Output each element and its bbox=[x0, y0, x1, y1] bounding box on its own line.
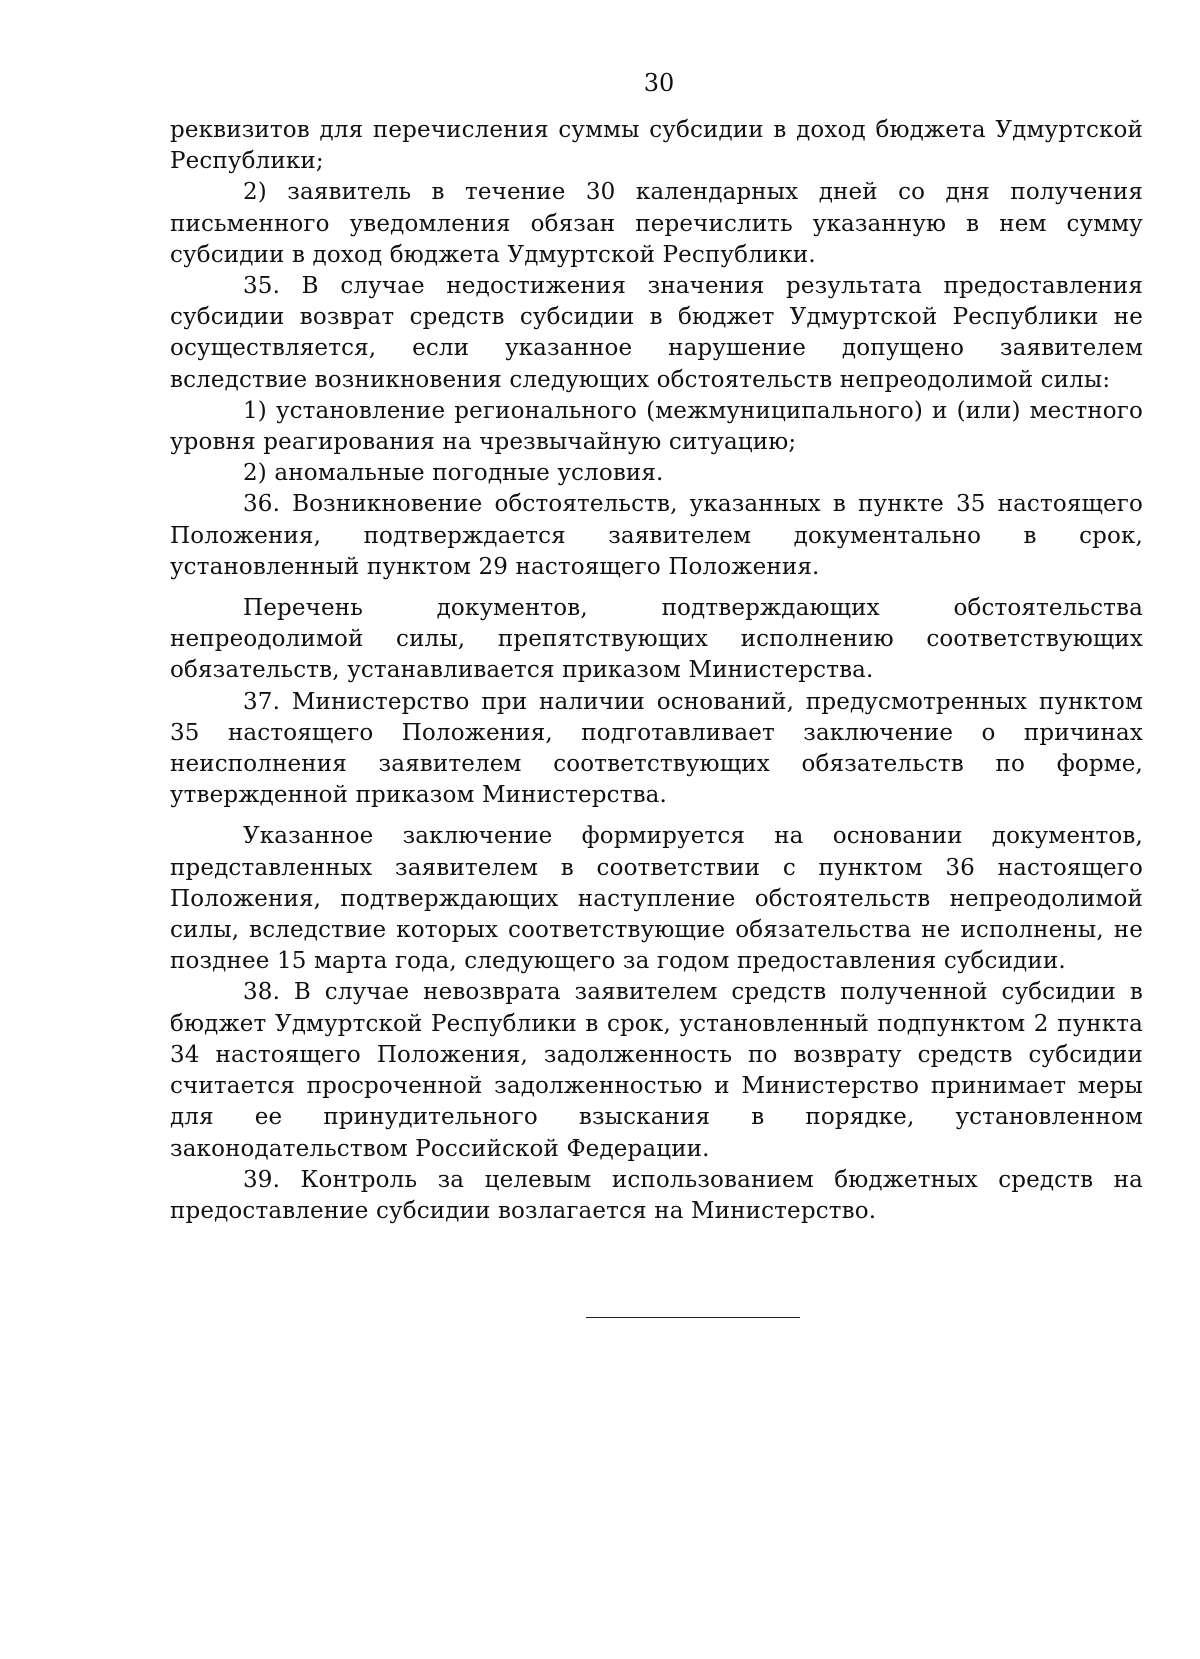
paragraph-35: 35. В случае недостижения значения результата предоставления субсидии возврат средств субсидии в бюджет Удмуртской Республики не осуществляется, если указанное нарушение допущено заявителем вследствие возникновения следующих обстоятельств непреодолимой силы: bbox=[170, 273, 1143, 393]
paragraph-37: 37. Министерство при наличии оснований, предусмотренных пунктом 35 настоящего Положения, подготавливает заключение о причинах неисполнения заявителем соответствующих обязательств по форме, утвержденной приказом Министерства. bbox=[170, 688, 1143, 809]
end-of-document-line bbox=[586, 1317, 800, 1318]
paragraph-subitem-2: 2) заявитель в течение 30 календарных дней со дня получения письменного уведомления обязан перечислить указанную в нем сумму субсидии в доход бюджета Удмуртской Республики. bbox=[170, 179, 1143, 268]
document-body bbox=[170, 115, 1143, 1227]
paragraph-39: 39. Контроль за целевым использованием бюджетных средств на предоставление субсидии возлагается на Министерство. bbox=[170, 1166, 1143, 1224]
paragraph-36: 36. Возникновение обстоятельств, указанных в пункте 35 настоящего Положения, подтверждается заявителем документально в срок, установленный пунктом 29 настоящего Положения. bbox=[170, 491, 1143, 580]
page-number: 30 bbox=[643, 69, 675, 97]
paragraph-35-item-1: 1) установление регионального (межмуниципального) и (или) местного уровня реагирования на чрезвычайную ситуацию; bbox=[170, 397, 1143, 456]
paragraph-37-conclusion: Указанное заключение формируется на основании документов, представленных заявителем в соответствии с пунктом 36 настоящего Положения, подтверждающих наступление обстоятельств непреодолимой силы, вследствие которых соответствующие обязательства не исполнены, не позднее 15 марта года, следующего за годом предоставления субсидии. bbox=[170, 823, 1143, 975]
paragraph-38: 38. В случае невозврата заявителем средств полученной субсидии в бюджет Удмуртской Республики в срок, установленный подпунктом 2 пункта 34 настоящего Положения, задолженность по возврату средств субсидии считается просроченной задолженностью и Министерство принимает меры для ее принудительного взыскания в порядке, установленном законодательством Российской Федерации. bbox=[170, 979, 1143, 1162]
paragraph-continuation: реквизитов для перечисления суммы субсидии в доход бюджета Удмуртской Республики; bbox=[170, 117, 1143, 175]
paragraph-36-documents: Перечень документов, подтверждающих обстоятельства непреодолимой силы, препятствующих исполнению соответствующих обязательств, устанавливается приказом Министерства. bbox=[170, 595, 1143, 684]
paragraph-35-item-2: 2) аномальные погодные условия. bbox=[243, 460, 664, 487]
